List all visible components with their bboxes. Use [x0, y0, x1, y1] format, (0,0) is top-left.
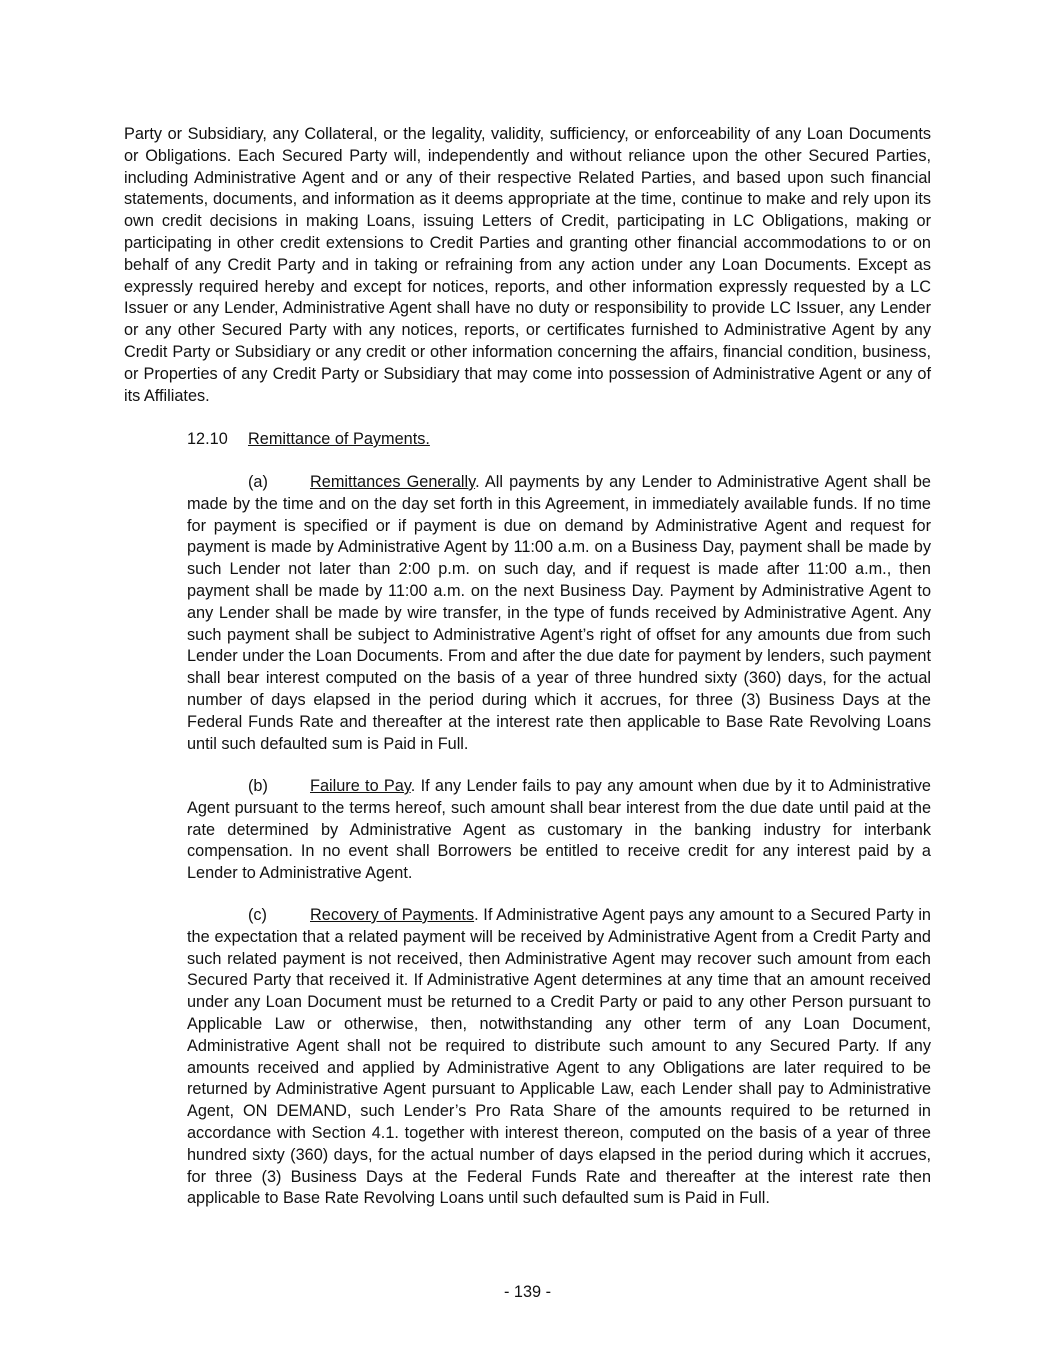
subsection-b-text: . If any Lender fails to pay any amount when due by it to Administrative Agent pursuant to the terms hereof, such amount shall bear interest from the due date until paid at the rate determined by Administrative Agent as customary in the banking industry for interbank compensation. In no event shall Borrowers be entitled to receive credit for any interest paid by a Lender to Administrative Agent.: [187, 777, 931, 883]
section-title: Remittance of Payments.: [248, 430, 430, 448]
subsection-c-heading: Recovery of Payments: [310, 906, 475, 924]
section-number: 12.10: [187, 430, 228, 448]
subsection-b: [187, 776, 931, 885]
page-number: - 139 -: [503, 1283, 552, 1301]
subsection-a: [187, 472, 931, 755]
subsection-c-label: (c): [248, 906, 267, 924]
subsection-c: [187, 905, 931, 1210]
subsection-b-label: (b): [248, 777, 268, 795]
intro-paragraph: Party or Subsidiary, any Collateral, or the legality, validity, sufficiency, or enforceability of any Loan Documents or Obligations. Each Secured Party will, independently and without reliance upon the other Secured Parties, including Administrative Agent and or any of their respective Related Parties, and based upon such financial statements, documents, and information as it deems appropriate at the time, continue to make and rely upon its own credit decisions in making Loans, issuing Letters of Credit, participating in LC Obligations, making or participating in other credit extensions to Credit Parties and granting other financial accommodations to or on behalf of any Credit Party and in taking or refraining from any action under any Loan Documents. Except as expressly required hereby and except for notices, reports, and other information expressly requested by a LC Issuer or any Lender, Administrative Agent shall have no duty or responsibility to provide LC Issuer, any Lender or any other Secured Party with any notices, reports, or certificates furnished to Administrative Agent by any Credit Party or Subsidiary or any credit or other information concerning the affairs, financial condition, business, or Properties of any Credit Party or Subsidiary that may come into possession of Administrative Agent or any of its Affiliates.: [124, 125, 931, 405]
subsection-c-text: . If Administrative Agent pays any amount to a Secured Party in the expectation that a related payment will be received by Administrative Agent from a Credit Party and such related payment is not received, then Administrative Agent may recover such amount from each Secured Party that received it. If Administrative Agent determines at any time that an amount received under any Loan Document must be returned to a Credit Party or paid to any other Person pursuant to Applicable Law or otherwise, then, notwithstanding any other term of any Loan Document, Administrative Agent shall not be required to distribute such amount to any Secured Party. If any amounts received and applied by Administrative Agent to any Obligations are later required to be returned by Administrative Agent pursuant to Applicable Law, each Lender shall pay to Administrative Agent, ON DEMAND, such Lender’s Pro Rata Share of the amounts required to be returned in accordance with Section 4.1. together with interest thereon, computed on the basis of a year of three hundred sixty (360) days, for the actual number of days elapsed in the period during which it accrues, for three (3) Business Days at the Federal Funds Rate and thereafter at the interest rate then applicable to Base Rate Revolving Loans until such defaulted sum is Paid in Full.: [187, 906, 931, 1208]
subsection-a-text: . All payments by any Lender to Administrative Agent shall be made by the time and on the day set forth in this Agreement, in immediately available funds. If no time for payment is specified or if payment is due on demand by Administrative Agent and request for payment is made by Administrative Agent by 11:00 a.m. on a Business Day, payment shall be made by such Lender not later than 2:00 p.m. on such day, and if request is made after 11:00 a.m., then payment shall be made by 11:00 a.m. on the next Business Day. Payment by Administrative Agent to any Lender shall be made by wire transfer, in the type of funds received by Administrative Agent. Any such payment shall be subject to Administrative Agent’s right of offset for any amounts due from such Lender under the Loan Documents. From and after the due date for payment by lenders, such payment shall bear interest computed on the basis of a year of three hundred sixty (360) days, for the actual number of days elapsed in the period during which it accrues, for three (3) Business Days at the Federal Funds Rate and thereafter at the interest rate then applicable to Base Rate Revolving Loans until such defaulted sum is Paid in Full.: [187, 473, 931, 753]
subsection-a-heading: Remittances Generally: [310, 473, 476, 491]
section-heading: [187, 429, 430, 451]
subsection-b-heading: Failure to Pay: [310, 777, 411, 795]
subsection-a-label: (a): [248, 473, 268, 491]
